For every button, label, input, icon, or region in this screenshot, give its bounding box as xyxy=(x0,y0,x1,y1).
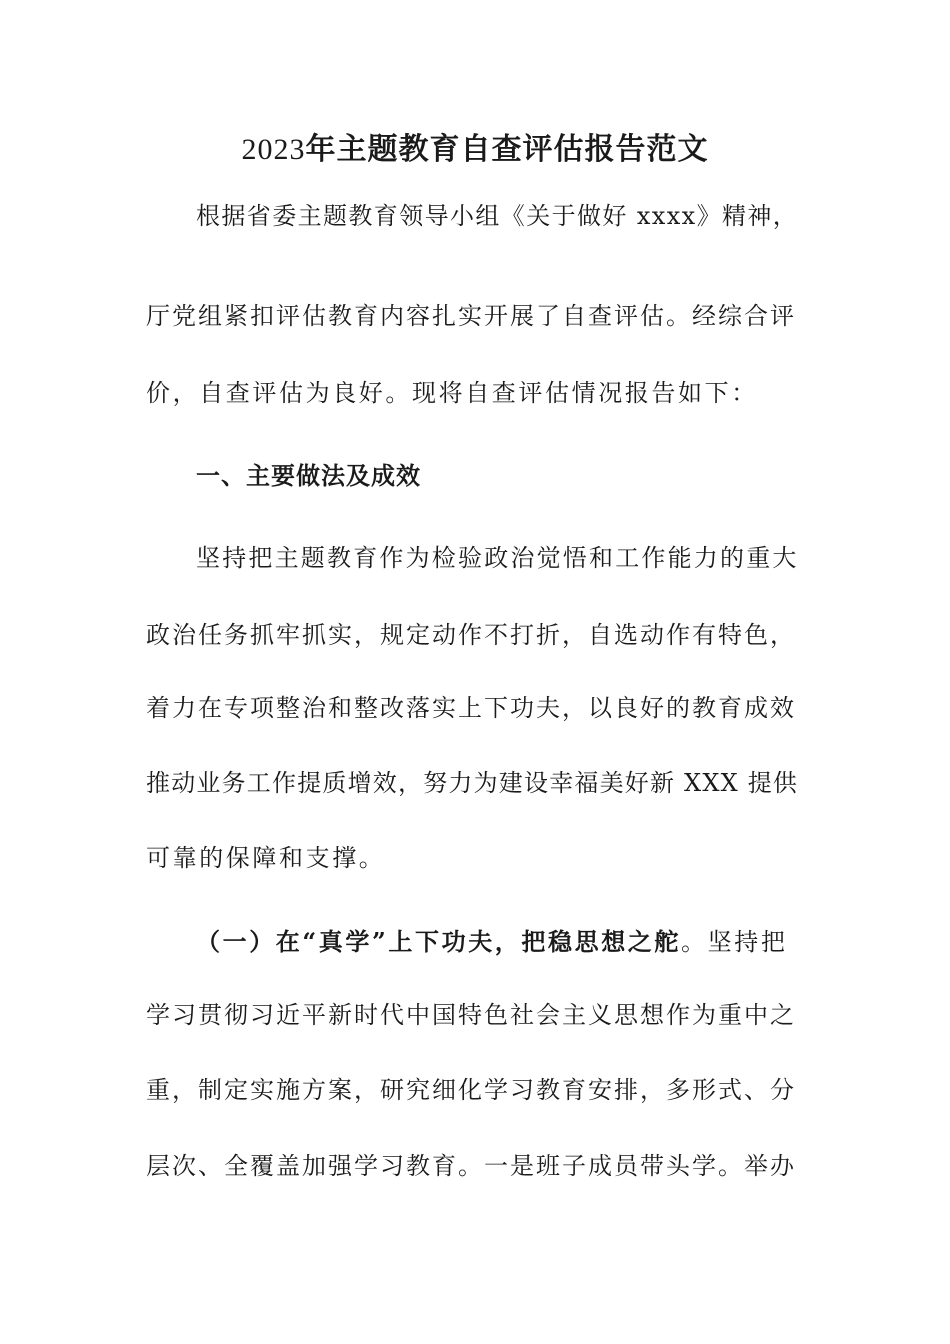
section-line-2: 政治任务抓牢抓实，规定动作不打折，自选动作有特色， xyxy=(146,621,796,649)
section-line-5: 可靠的保障和支撑。 xyxy=(146,844,386,872)
subsection-line-2: 学习贯彻习近平新时代中国特色社会主义思想作为重中之 xyxy=(146,1001,796,1029)
subsection-line-3: 重，制定实施方案，研究细化学习教育安排，多形式、分 xyxy=(146,1076,796,1104)
section-line-3: 着力在专项整治和整改落实上下功夫，以良好的教育成效 xyxy=(146,694,796,722)
title-year: 2023 xyxy=(241,133,306,166)
intro-line-3: 价，自查评估为良好。现将自查评估情况报告如下： xyxy=(146,379,758,407)
section-line-1: 坚持把主题教育作为检验政治觉悟和工作能力的重大 xyxy=(196,544,799,572)
intro-line-1: 根据省委主题教育领导小组《关于做好 xxxx》精神， xyxy=(196,202,799,230)
intro-line-2: 厅党组紧扣评估教育内容扎实开展了自查评估。经综合评 xyxy=(146,302,796,330)
title-text: 年主题教育自查评估报告范文 xyxy=(305,132,709,167)
subsection-lead: （一）在“真学”上下功夫，把稳思想之舵 xyxy=(196,927,682,956)
subsection-lead-tail: 。坚持把 xyxy=(681,928,788,956)
section-line-4: 推动业务工作提质增效，努力为建设幸福美好新 XXX 提供 xyxy=(146,769,799,797)
subsection-line-4: 层次、全覆盖加强学习教育。一是班子成员带头学。举办 xyxy=(146,1152,796,1180)
document-title xyxy=(0,128,950,172)
section-heading: 一、主要做法及成效 xyxy=(196,462,421,490)
subsection-first-line xyxy=(196,924,787,960)
